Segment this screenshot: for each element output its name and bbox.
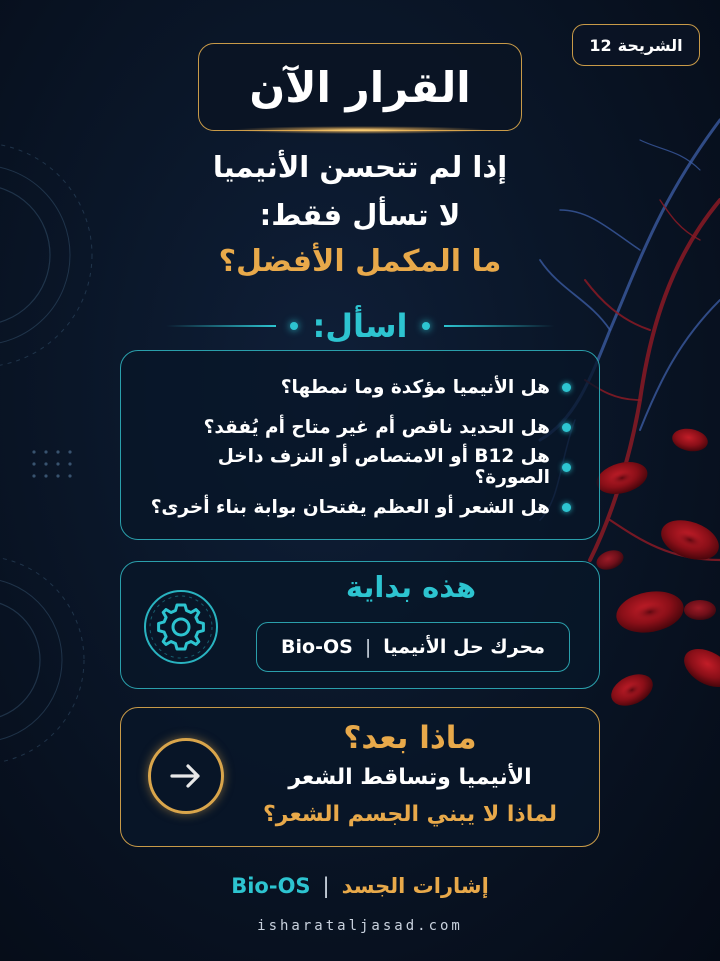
next-card-line-1: الأنيميا وتساقط الشعر — [288, 765, 532, 790]
footer-brand — [0, 870, 720, 902]
question-text: هل الأنيميا مؤكدة وما نمطها؟ — [280, 376, 550, 398]
dot-grid-decoration — [32, 450, 71, 477]
engine-label: محرك حل الأنيميا — [383, 636, 545, 658]
bullet-dot-icon — [562, 463, 571, 472]
red-blood-cells — [593, 426, 720, 712]
question-text: هل الشعر أو العظم يفتحان بوابة بناء أخرى؟ — [150, 496, 550, 518]
ask-dot-right — [422, 322, 430, 330]
page-title — [198, 43, 522, 131]
footer-brand-arabic: إشارات الجسد — [341, 874, 489, 898]
footer-url[interactable]: isharataljasad.com — [257, 918, 463, 934]
slide-badge-number: 12 — [589, 35, 612, 55]
next-card-title: ماذا بعد؟ — [343, 720, 477, 756]
engine-pill — [256, 622, 570, 672]
ask-divider-right — [444, 325, 554, 327]
slide-badge-label: الشريحة — [617, 35, 683, 55]
ask-heading-row — [150, 306, 570, 346]
intro-line-2: لا تسأل فقط: — [259, 198, 461, 232]
bullet-dot-icon — [562, 503, 571, 512]
bullet-dot-icon — [562, 423, 571, 432]
footer-brand-english: Bio-OS — [231, 874, 311, 898]
question-text: هل B12 أو الامتصاص أو النزف داخل الصورة؟ — [217, 446, 550, 488]
ask-dot-left — [290, 322, 298, 330]
slide-number-badge — [572, 24, 700, 66]
engine-separator: | — [364, 636, 372, 658]
ask-heading: اسأل: — [312, 307, 408, 345]
bullet-dot-icon — [562, 383, 571, 392]
questions-card — [120, 350, 600, 540]
start-card-title: هذه بداية — [345, 570, 477, 604]
question-item — [137, 447, 571, 487]
next-card-line-2: لماذا لا يبني الجسم الشعر؟ — [263, 802, 557, 827]
intro-line-3: ما المكمل الأفضل؟ — [218, 244, 502, 279]
question-item — [137, 367, 571, 407]
engine-brand: Bio-OS — [281, 636, 353, 658]
page-title-text: القرار الآن — [249, 62, 471, 112]
question-item — [137, 407, 571, 447]
arrow-right-icon[interactable] — [148, 738, 224, 814]
intro-line-1: إذا لم تتحسن الأنيميا — [212, 150, 508, 184]
ask-divider-left — [166, 325, 276, 327]
footer-separator: | — [322, 874, 330, 898]
gear-icon — [142, 588, 220, 666]
title-underline-glow — [230, 126, 490, 134]
question-text: هل الحديد ناقص أم غير متاح أم يُفقد؟ — [203, 416, 550, 438]
question-item — [137, 487, 571, 527]
